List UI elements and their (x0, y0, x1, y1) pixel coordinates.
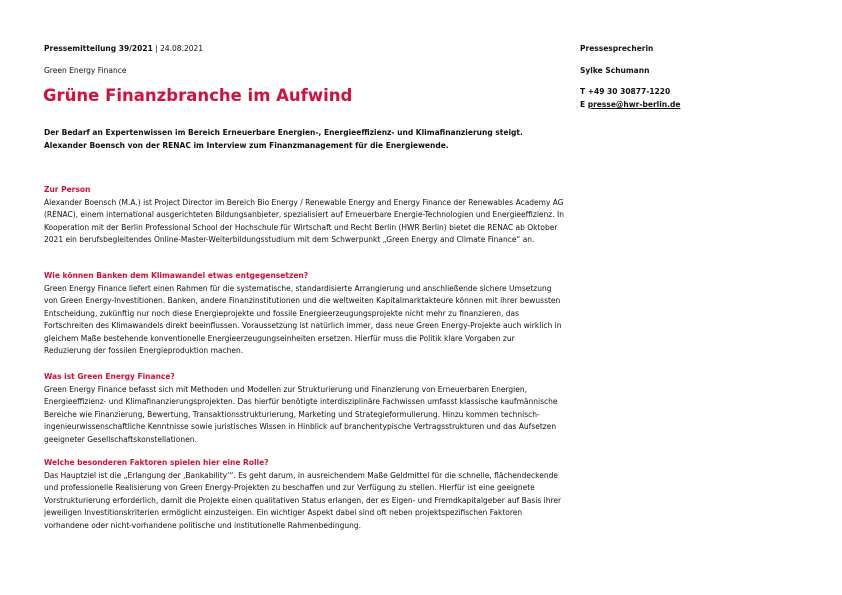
section-body: Alexander Boensch (M.A.) ist Project Director im Bereich Bio Energy / Renewable Energy and Energy Finance der Renewables Academy AG (RENAC), einem international ausgerichteten Bildungsanbieter, spezialisiert auf Erneuerbare Energie-Technologien und Energieeffizienz. In Kooperation mit der Berlin Professional School der Hochschule für Wirtschaft und Recht Berlin (HWR Berlin) bietet die RENAC ab Oktober 2021 ein berufsbegleitendes Online-Master-Weiterbildungsstudium mit dem Schwerpunkt „Green Energy and Climate Finance“ an. (44, 197, 564, 244)
section-body: Green Energy Finance befasst sich mit Methoden und Modellen zur Strukturierung und Finanzierung von Erneuerbaren Energien, Energieeffizienz- und Klimafinanzierungsprojekten. Das hierfür benötigte interdisziplinäre Fachwissen umfasst klassische kaufmännische Bereiche wie Finanzierung, Bewertung, Transaktionsstrukturierung, Marketing und Strategieformulierung. Hinzu kommen technisch-ingenieurwissenschaftliche Kenntnisse sowie juristisches Wissen in Hinblick auf branchentypische Vertragsstrukturen und das Aufsetzen geeigneter Gesellschaftskonstellationen. (44, 384, 558, 444)
email-prefix: E (580, 100, 588, 109)
meta-separator: | (152, 44, 161, 53)
release-date: 24.08.2021 (160, 44, 204, 53)
email-link[interactable]: presse@hwr-berlin.de (587, 100, 681, 109)
section-heading: Zur Person (44, 185, 91, 194)
section-green-energy-finance (44, 371, 564, 446)
section-zur-person (44, 184, 564, 247)
section-faktoren (44, 457, 564, 532)
section-body: Green Energy Finance liefert einen Rahmen für die systematische, standardisierte Arrangierung und anschließende sichere Umsetzung von Green Energy-Investitionen. Banken, andere Finanzinstitutionen und die weltweiten Kapitalmarktakteure können mit ihrer bewussten Entscheidung, zukünftig nur noch diese Energieprojekte und fossile Energieerzeugungsprojekte nicht mehr zu finanzieren, das Fortschreiten des Klimawandels direkt beeinflussen. Voraussetzung ist natürlich immer, dass neue Green Energy-Projekte auch wirklich in gleichem Maße bestehende konventionelle Energieerzeugungseinheiten ersetzen. Hierfür muss die Politik klare Vorgaben zur Reduzierung der fossilen Energieproduktion machen. (44, 283, 562, 355)
contact-phone: T +49 30 30877-1220 (580, 87, 671, 96)
contact-role: Pressesprecherin (580, 44, 654, 53)
section-banken (44, 270, 564, 358)
contact-name: Sylke Schumann (580, 66, 650, 75)
lead-paragraph: Der Bedarf an Expertenwissen im Bereich Erneuerbare Energien-, Energieeffizienz- und Klimafinanzierung steigt. Alexander Boensch von der RENAC im Interview zum Finanzmanagement für die Energiewende. (44, 128, 523, 150)
section-heading: Wie können Banken dem Klimawandel etwas entgegensetzen? (44, 271, 309, 280)
contact-email-line (580, 100, 680, 109)
section-body: Das Hauptziel ist die „Erlangung der ‚Bankability‘“. Es geht darum, in ausreichendem Maße Geldmittel für die schnelle, flächendeckende und professionelle Realisierung von Green Energy-Projekten zu beschaffen und zur Verfügung zu stellen. Hierfür ist eine geeignete Vorstrukturierung erforderlich, damit die Projekte einen qualitativen Status erlangen, der es Eigen- und Fremdkapitalgeber auf Basis ihrer jeweiligen Investitionskriterien ermöglicht einzusteigen. Ein wichtiger Aspekt dabei sind oft neben projektspezifischen Faktoren vorhandene oder nicht-vorhandene politische und institutionelle Rahmenbedingung. (44, 470, 562, 530)
release-meta (44, 44, 203, 53)
kicker: Green Energy Finance (44, 66, 127, 75)
section-heading: Welche besonderen Faktoren spielen hier eine Rolle? (44, 458, 269, 467)
page-title: Grüne Finanzbranche im Aufwind (43, 86, 353, 105)
release-label: Pressemitteilung 39/2021 (44, 44, 153, 53)
section-heading: Was ist Green Energy Finance? (44, 372, 175, 381)
